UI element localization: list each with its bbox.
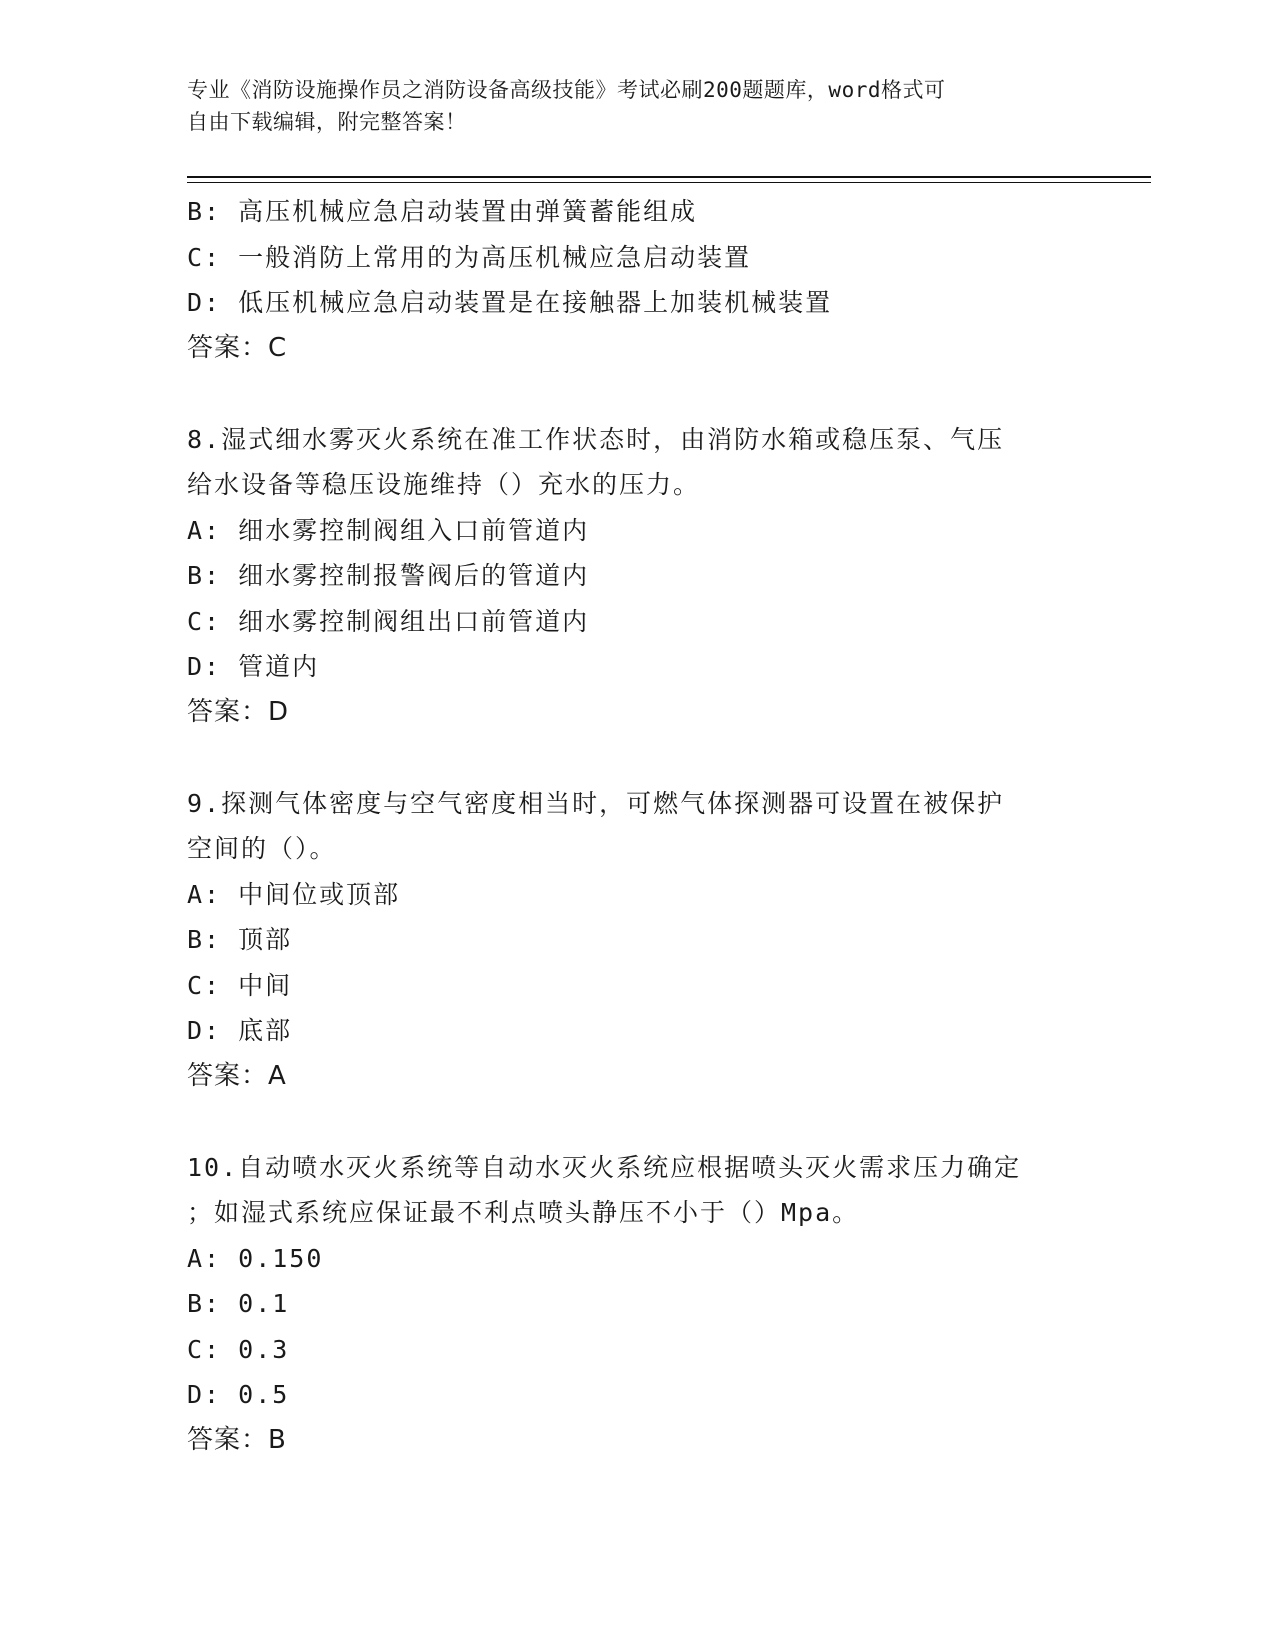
document-header (187, 74, 1067, 138)
option-d: D: 0.5 (187, 1380, 290, 1409)
option-c: C: 一般消防上常用的为高压机械应急启动装置 (187, 242, 752, 272)
spacer (187, 1099, 1127, 1145)
question-stem-line-1: 10.自动喷水灭火系统等自动水灭火系统应根据喷头灭火需求压力确定 (187, 1152, 1022, 1182)
question-10 (187, 1145, 1127, 1464)
option-c: C: 中间 (187, 970, 293, 1000)
header-line-1: 专业《消防设施操作员之消防设备高级技能》考试必刷200题题库，word格式可 (187, 78, 946, 102)
spacer (187, 371, 1127, 417)
question-stem-line-2: ；如湿式系统应保证最不利点喷头静压不小于（）Mpa。 (187, 1198, 860, 1227)
question-8 (187, 417, 1127, 736)
question-stem-line-2: 给水设备等稳压设施维持（）充水的压力。 (187, 470, 701, 499)
option-c: C: 0.3 (187, 1334, 290, 1364)
answer-line: 答案：A (187, 1060, 287, 1091)
option-d: D: 管道内 (187, 652, 320, 681)
header-divider-thick (187, 176, 1151, 178)
question-7-continuation (187, 189, 1127, 371)
option-b: B: 顶部 (187, 925, 293, 954)
option-d: D: 低压机械应急启动装置是在接触器上加装机械装置 (187, 288, 833, 317)
question-stem-line-1: 8.湿式细水雾灭火系统在准工作状态时，由消防水箱或稳压泵、气压 (187, 424, 1005, 454)
question-content (187, 189, 1127, 1463)
option-b: B: 0.1 (187, 1289, 290, 1318)
answer-line: 答案：D (187, 696, 290, 727)
answer-line: 答案：B (187, 1424, 287, 1455)
option-a: A: 中间位或顶部 (187, 879, 401, 909)
answer-line: 答案：C (187, 332, 288, 363)
option-c: C: 细水雾控制阀组出口前管道内 (187, 606, 590, 636)
option-b: B: 高压机械应急启动装置由弹簧蓄能组成 (187, 197, 698, 226)
question-stem-line-1: 9.探测气体密度与空气密度相当时，可燃气体探测器可设置在被保护 (187, 788, 1005, 818)
option-b: B: 细水雾控制报警阀后的管道内 (187, 561, 590, 590)
spacer (187, 735, 1127, 781)
header-line-2: 自由下载编辑，附完整答案！ (187, 110, 467, 134)
option-a: A: 0.150 (187, 1243, 324, 1273)
option-a: A: 细水雾控制阀组入口前管道内 (187, 515, 590, 545)
question-9 (187, 781, 1127, 1100)
header-divider-thin (187, 182, 1151, 183)
question-stem-line-2: 空间的（）。 (187, 834, 337, 863)
option-d: D: 底部 (187, 1016, 293, 1045)
